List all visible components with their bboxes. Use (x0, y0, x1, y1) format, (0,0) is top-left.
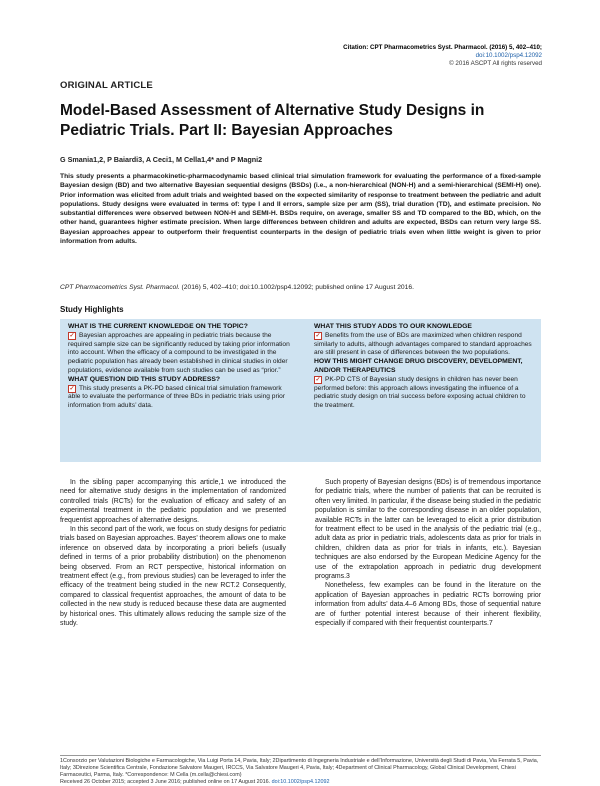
highlights-heading: Study Highlights (60, 305, 124, 314)
body-right-column (315, 478, 541, 629)
body-paragraph: Nonetheless, few examples can be found in the literature on the application of Bayesian approaches in pediatric RCTs borrowing prior information from adults’ data.4–6 Among BDs, those of sequential nature are of further potential interest because of their inherent flexibility, especially if compared with their frequentist counterparts.7 (315, 582, 541, 628)
checkbox-icon: ✓ (315, 376, 321, 383)
body-paragraph: Such property of Bayesian designs (BDs) is of tremendous importance for pediatric trials, where the number of patients that can be recruited is often very limited. In particular, if the disease being studied in the pediatric population is similar to the corresponding disease in an older population, available RCTs in the latter can be leveraged to elicit a prior distribution for treatment effect to be used in the analysis of the pediatric trial (e.g., adult data as prior in pediatric trials, adolescents data as prior for trials in children, children data as prior for trials in infants, etc.). Bayesian techniques are also endorsed by the European Medicine Agency for the use of the extrapolation approach in pediatric drug development programs.3 (315, 479, 541, 581)
citation-volume: (2016) 5, 402–410; (489, 44, 542, 51)
highlights-left-column (68, 323, 294, 411)
highlights-right-column (314, 323, 536, 411)
article-title: Model-Based Assessment of Alternative Study Designs in Pediatric Trials. Part II: Bayesian Approaches (60, 102, 485, 139)
received-dates: Received 26 October 2015; accepted 3 June 2016; published online on 17 August 2016. (60, 779, 271, 785)
highlight-question: WHAT THIS STUDY ADDS TO OUR KNOWLEDGE (314, 323, 472, 330)
abstract-citation (60, 283, 541, 292)
citation-block (320, 44, 542, 68)
authors: G Smania1,2, P Baiardi3, A Ceci1, M Cella1,4* and P Magni2 (60, 155, 263, 164)
citation-doi-link[interactable]: doi:10.1002/psp4.12092 (475, 52, 542, 59)
highlight-question: WHAT IS THE CURRENT KNOWLEDGE ON THE TOPIC? (68, 323, 248, 330)
highlight-answer: Bayesian approaches are appealing in pediatric trials because the required sample size can be significantly reduced by taking prior information into account. When the efficacy of a compound to be investigated in the pediatric population has already been established in clinical studies in older populations, evidence available from such studies can be used as “prior.” (68, 331, 290, 374)
highlight-question: HOW THIS MIGHT CHANGE DRUG DISCOVERY, DEVELOPMENT, AND/OR THERAPEUTICS (314, 358, 523, 374)
checkbox-icon: ✓ (315, 332, 321, 339)
highlights-box (60, 319, 541, 462)
highlight-answer: Benefits from the use of BDs are maximized when children respond similarly to adults, although advantages compared to standard approaches are still present in case of differences between the two populations. (314, 331, 532, 357)
body-paragraph: In this second part of the work, we focus on study designs for pediatric trials based on Bayesian approaches. Bayes’ theorem allows one to make inference on observed data by incorporating a priori beliefs (usually defined in terms of a prior probability distribution) on the phenomenon being observed. From an RCT perspective, historical information on treatment effect (e.g., from previous studies) can be leveraged to infer the efficacy of the treatment being studied in the new RCT.2 Consequently, compared to classical frequentist approaches, the amount of data to be collected in the new study is reduced because these data are augmented by historical ones. This ultimately allows reducing the sample size of the study. (60, 526, 286, 628)
abstract: This study presents a pharmacokinetic-pharmacodynamic based clinical trial simulation framework for evaluating the performance of a fixed-sample Bayesian design (BD) and two alternative Bayesian sequential designs (BSDs) (i.e., a non-hierarchical (NON-H) and a semi-hierarchical (SEMI-H) one). Prior information was elicited from adult trials and weighted based on the expected similarity of response to treatment between the pediatric and adult populations. Study designs were evaluated in terms of: type I and II errors, sample size per arm (SS), trial duration (TD), and estimate precision. No substantial differences were observed between NON-H and SEMI-H. BSDs require, on average, smaller SS and TD compared to the BD, which, on the other hand, guarantees higher estimate precision. When large differences between children and adults are expected, BSDs can return very large SS. Bayesian approaches appear to outperform their frequentist counterparts in the design of pediatric trials even when little weight is given to prior information from adults. (60, 173, 541, 246)
body-paragraph: In the sibling paper accompanying this article,1 we introduced the need for alternative study designs in the implementation of randomized controlled trials (RCTs) for the evaluation of efficacy and safety of an experimental treatment in the pediatric population and we presented frequentist approaches of alternative designs. (60, 479, 286, 524)
highlight-answer: This study presents a PK-PD based clinical trial simulation framework able to evaluate the performance of three BDs in pediatric trials using prior information from adults’ data. (68, 384, 285, 410)
affiliations: 1Consorzio per Valutazioni Biologiche e Farmacologiche, Via Luigi Porta 14, Pavia, Italy; 2Dipartimento di Ingegneria Industriale e dell’Informazione, Università degli Studi di Pavia, Via Ferrata 5, Pavia, Italy; 3Direzione Scientifica Centrale, Fondazione Salvatore Maugeri, IRCCS, Via Salvatore Maugeri 4, Pavia, Italy; 4Department of Clinical Pharmacology, Global Clinical Development, Chiesi Farmaceutici, Parma, Italy. *Correspondence: M Cella (m.cella@chiesi.com) (60, 758, 539, 778)
checkbox-icon: ✓ (69, 385, 75, 392)
footnote-doi-link[interactable]: doi:10.1002/psp4.12092 (271, 779, 330, 785)
abstract-citation-rest: (2016) 5, 402–410; doi:10.1002/psp4.12092; published online 17 August 2016. (181, 284, 414, 291)
footnote (60, 758, 541, 786)
footnote-divider (60, 755, 541, 756)
highlight-answer: PK-PD CTS of Bayesian study designs in children has never been performed before: this approach allows investigating the influence of a pediatric study design on trial success before exposing actual children to the treatment. (314, 375, 526, 410)
article-type: ORIGINAL ARTICLE (60, 80, 153, 91)
copyright: © 2016 ASCPT All rights reserved (449, 60, 542, 67)
highlight-question: WHAT QUESTION DID THIS STUDY ADDRESS? (68, 375, 221, 383)
citation-label: Citation: (343, 44, 369, 51)
abstract-citation-journal: CPT Pharmacometrics Syst. Pharmacol. (60, 284, 180, 291)
checkbox-icon: ✓ (69, 332, 75, 339)
body-left-column (60, 478, 286, 629)
citation-journal: CPT Pharmacometrics Syst. Pharmacol. (370, 44, 488, 51)
